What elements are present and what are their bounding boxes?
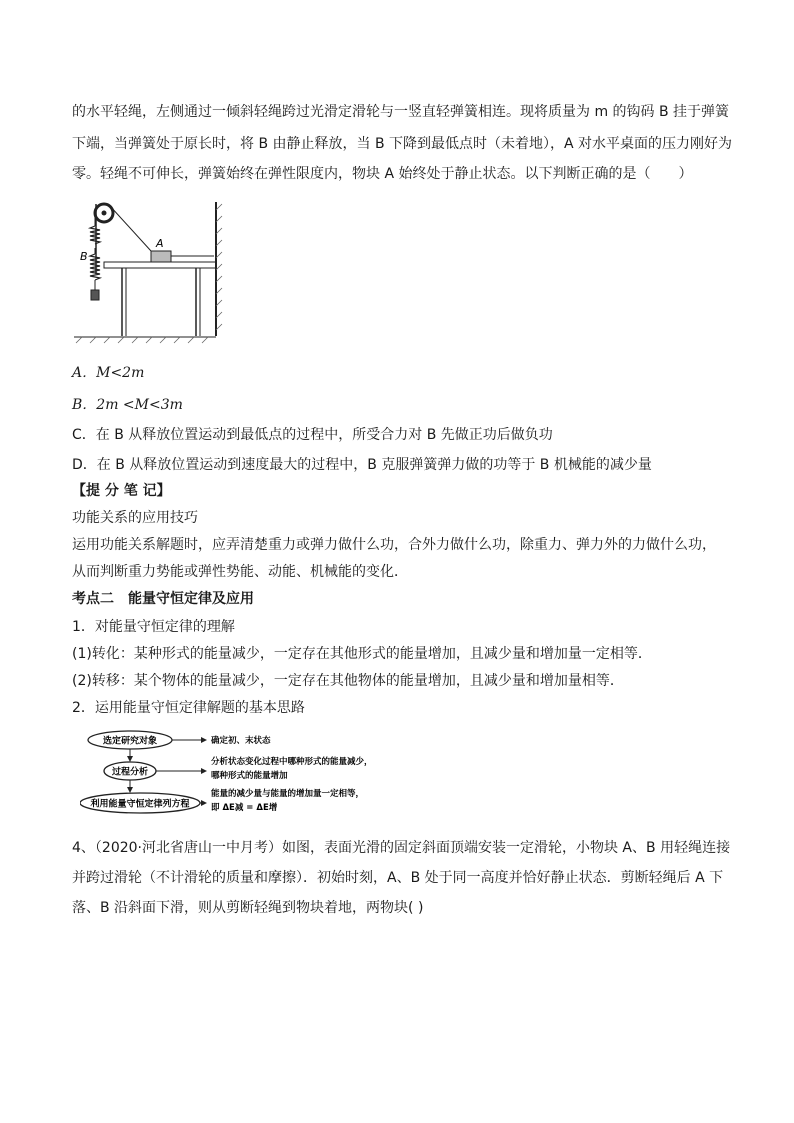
section-heading: 考点二 能量守恒定律及应用	[72, 591, 254, 607]
svg-text:即 ΔE减 = ΔE增: 即 ΔE减 = ΔE增	[211, 803, 278, 813]
notes-heading: 【提 分 笔 记】	[72, 483, 171, 499]
question-stem-line-3: 零。轻绳不可伸长，弹簧始终在弹性限度内，物块 A 始终处于静止状态。以下判断正确的是（ ）	[72, 166, 693, 182]
svg-text:确定初、末状态: 确定初、末状态	[211, 736, 271, 746]
pulley-spring-figure	[74, 196, 224, 344]
notes-body-line-1: 运用功能关系解题时，应弄清楚重力或弹力做什么功，合外力做什么功，除重力、弹力外的力做什么功，	[72, 537, 716, 553]
question4-line-1: 4、（2020·河北省唐山一中月考）如图，表面光滑的固定斜面顶端安装一定滑轮，小物块 A、B 用轻绳连接	[72, 840, 731, 856]
block-a	[151, 251, 171, 262]
section-item-2: 2．运用能量守恒定律解题的基本思路	[72, 700, 305, 716]
notes-title: 功能关系的应用技巧	[72, 510, 198, 526]
option-a: A．M<2m	[72, 365, 145, 381]
notes-body-line-2: 从而判断重力势能或弹性势能、动能、机械能的变化．	[72, 564, 408, 580]
option-d: D．在 B 从释放位置运动到速度最大的过程中，B 克服弹簧弹力做的功等于 B 机械能的减少量	[72, 457, 652, 473]
svg-text:哪种形式的能量增加: 哪种形式的能量增加	[211, 771, 288, 781]
option-c: C．在 B 从释放位置运动到最低点的过程中，所受合力对 B 先做正功后做负功	[72, 427, 553, 443]
figure-label-a: A	[156, 237, 164, 250]
svg-text:选定研究对象: 选定研究对象	[102, 736, 158, 747]
svg-text:分析状态变化过程中哪种形式的能量减少，: 分析状态变化过程中哪种形式的能量减少，	[211, 757, 373, 767]
figure-label-b: B	[80, 250, 88, 263]
question-stem-line-1: 的水平轻绳，左侧通过一倾斜轻绳跨过光滑定滑轮与一竖直轻弹簧相连。现将质量为 m 的钩码 B 挂于弹簧	[72, 104, 730, 120]
section-item-1a: (1)转化：某种形式的能量减少，一定存在其他形式的能量增加，且减少量和增加量一定相等．	[72, 646, 652, 662]
weight-b	[91, 290, 99, 300]
svg-text:能量的减少量与能量的增加量一定相等，: 能量的减少量与能量的增加量一定相等，	[211, 789, 365, 799]
section-item-1: 1．对能量守恒定律的理解	[72, 619, 235, 635]
option-b: B．2m <M<3m	[72, 397, 183, 413]
energy-flowchart	[80, 728, 410, 820]
spring-icon	[90, 226, 100, 244]
question-stem-line-2: 下端，当弹簧处于原长时，将 B 由静止释放，当 B 下降到最低点时（未着地），A 对水平桌面的压力刚好为	[72, 136, 733, 152]
question4-line-2: 并跨过滑轮（不计滑轮的质量和摩擦）．初始时刻，A、B 处于同一高度并恰好静止状态．剪断轻绳后 A 下	[72, 870, 724, 886]
svg-text:过程分析: 过程分析	[111, 767, 149, 778]
question4-line-3: 落、B 沿斜面下滑，则从剪断轻绳到物块着地，两物块( )	[72, 900, 424, 916]
section-item-1b: (2)转移：某个物体的能量减少，一定存在其他物体的能量增加，且减少量和增加量相等．	[72, 673, 624, 689]
svg-text:利用能量守恒定律列方程: 利用能量守恒定律列方程	[90, 799, 190, 810]
